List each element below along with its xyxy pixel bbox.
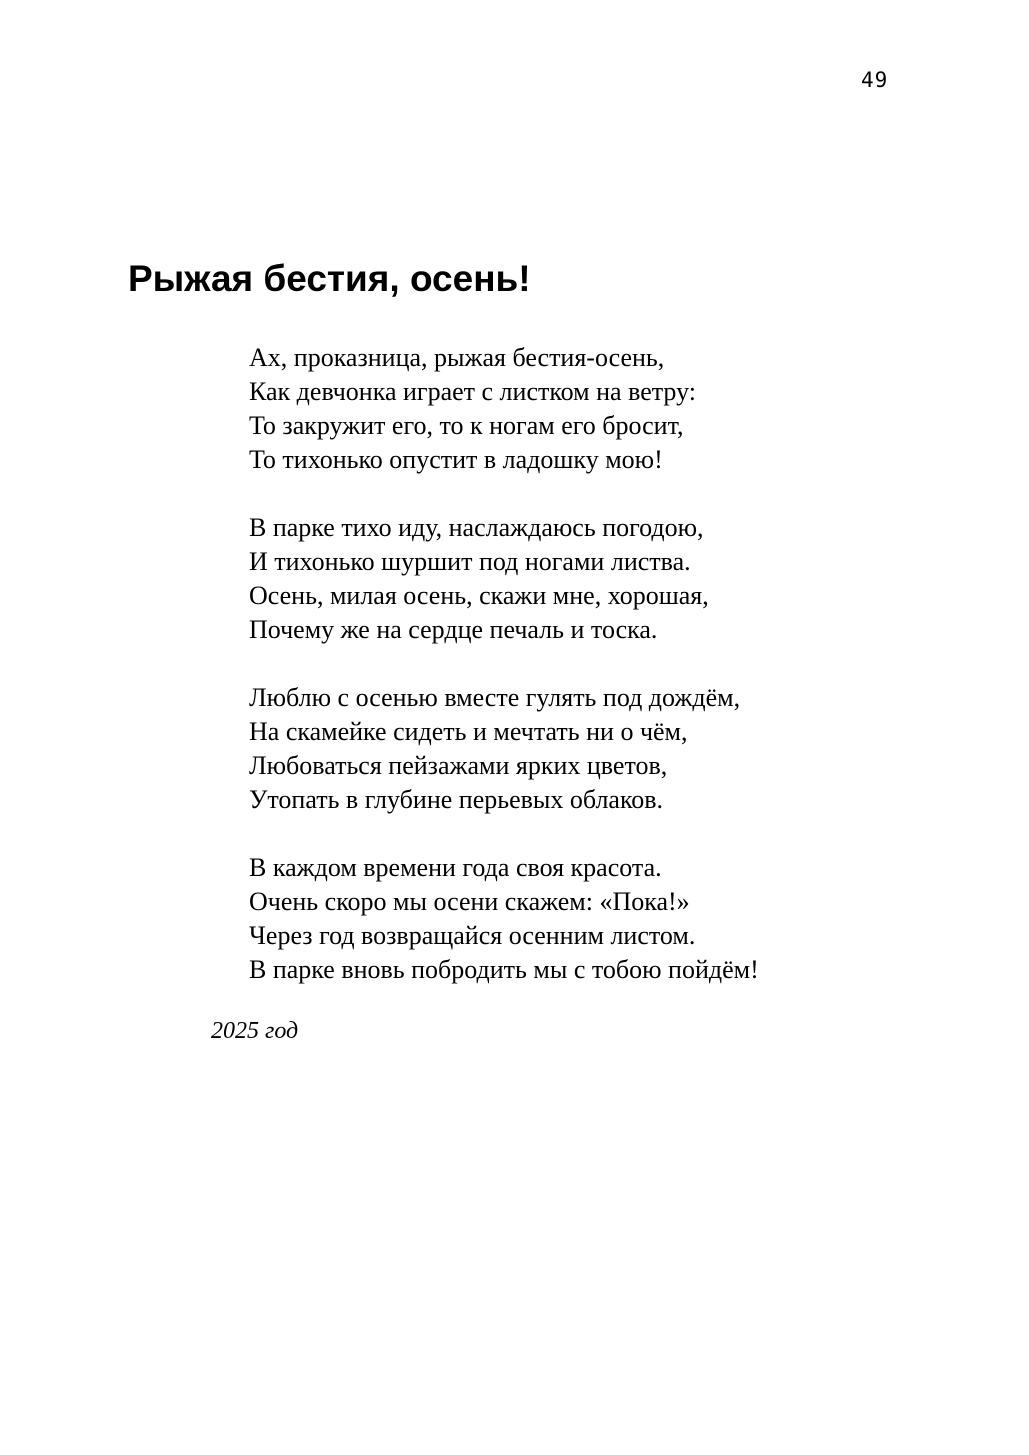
poem-line: Через год возвращайся осенним листом. — [249, 921, 696, 950]
poem-line: Люблю с осенью вместе гулять под дождём, — [249, 683, 741, 712]
stanza-2 — [249, 511, 759, 647]
poem-line: То закружит его, то к ногам его бросит, — [249, 411, 684, 440]
poem-line: Утопать в глубине перьевых облаков. — [249, 785, 664, 814]
stanza-3 — [249, 681, 759, 817]
page-number: 49 — [861, 68, 889, 92]
poem-date: 2025 год — [211, 1018, 299, 1044]
poem-line: И тихонько шуршит под ногами листва. — [249, 547, 691, 576]
poem-body — [249, 341, 759, 1021]
poem-line: В парке вновь побродить мы с тобою пойдём! — [249, 955, 759, 984]
poem-line: В каждом времени года своя красота. — [249, 853, 662, 882]
poem-line: Ах, проказница, рыжая бестия-осень, — [249, 343, 665, 372]
stanza-1 — [249, 341, 759, 477]
poem-line: Очень скоро мы осени скажем: «Пока!» — [249, 887, 690, 916]
poem-line: Осень, милая осень, скажи мне, хорошая, — [249, 581, 709, 610]
poem-line: В парке тихо иду, наслаждаюсь погодою, — [249, 513, 704, 542]
stanza-4 — [249, 851, 759, 987]
poem-line: То тихонько опустит в ладошку мою! — [249, 445, 663, 474]
poem-line: На скамейке сидеть и мечтать ни о чём, — [249, 717, 688, 746]
poem-title: Рыжая бестия, осень! — [128, 258, 531, 299]
poem-line: Как девчонка играет с листком на ветру: — [249, 377, 696, 406]
poem-line: Любоваться пейзажами ярких цветов, — [249, 751, 668, 780]
poem-line: Почему же на сердце печаль и тоска. — [249, 615, 658, 644]
